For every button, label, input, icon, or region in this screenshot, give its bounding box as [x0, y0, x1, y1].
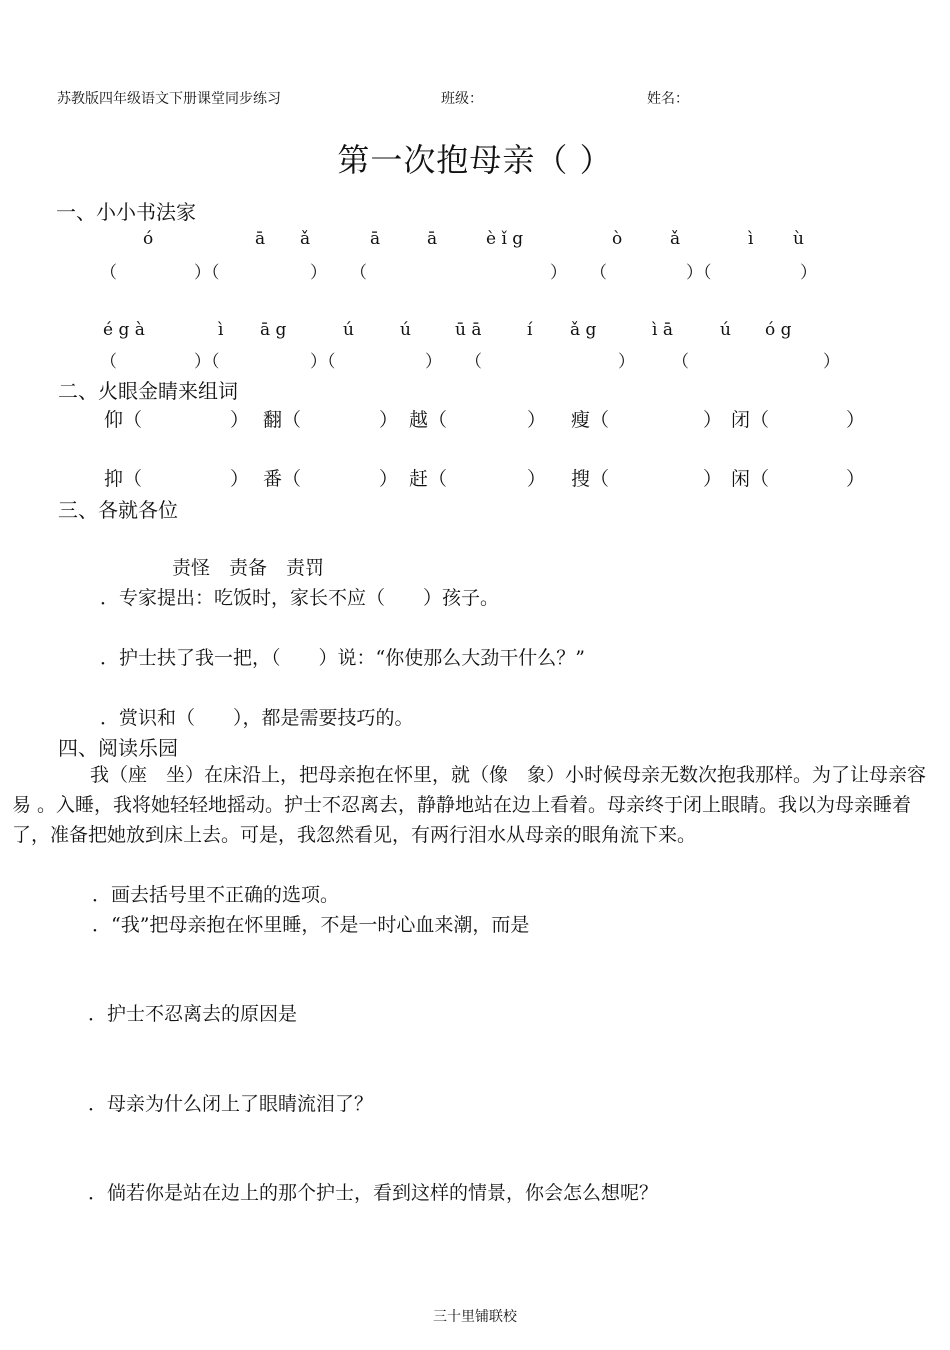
paren-blank: （	[100, 263, 117, 283]
pinyin-item: ú	[343, 320, 354, 340]
paren-close: ）	[846, 468, 866, 490]
header-course: 苏教版四年级语文下册课堂同步练习	[57, 91, 281, 107]
paren-close: ）	[527, 409, 547, 431]
paren-close: ）	[230, 409, 250, 431]
paren-blank: ）	[618, 352, 635, 372]
paren-close: ）	[230, 468, 250, 490]
fill-question-3: ．赏识和（ ），都是需要技巧的。	[100, 707, 414, 729]
reading-question-4: ．母亲为什么闭上了眼睛流泪了？	[88, 1093, 374, 1115]
reading-question-1: ．画去括号里不正确的选项。	[92, 884, 340, 906]
pinyin-item: ò	[612, 229, 623, 249]
word-prompt: 越（	[409, 409, 448, 431]
reading-question-2: ．“我”把母亲抱在怀里睡，不是一时心血来潮，而是	[92, 914, 530, 936]
pinyin-item: ó g	[765, 320, 792, 340]
word-prompt: 抑（	[104, 468, 143, 490]
section-1-heading: 一、小小书法家	[56, 200, 196, 224]
pinyin-item: í	[527, 320, 533, 340]
pinyin-item: è ǐ g	[486, 229, 524, 249]
paren-blank: （	[100, 352, 117, 372]
pinyin-item: ó	[143, 229, 154, 249]
page-title: 第一次抱母亲（ ）	[337, 141, 613, 179]
paren-blank: ）	[550, 263, 567, 283]
paren-close: ）	[703, 468, 723, 490]
pinyin-item: ā	[370, 229, 381, 249]
pinyin-item: ù	[793, 229, 804, 249]
pinyin-item: ǎ	[670, 229, 681, 249]
word-bank: 责怪 责备 责罚	[172, 557, 325, 579]
paren-blank: ）	[800, 263, 817, 283]
paren-blank: （	[465, 352, 482, 372]
footer-school: 三十里铺联校	[433, 1309, 517, 1325]
paren-blank: ）	[425, 352, 442, 372]
pinyin-item: ì	[218, 320, 224, 340]
paren-blank: ）	[823, 352, 840, 372]
paren-close: ）	[846, 409, 866, 431]
reading-question-3: ．护士不忍离去的原因是	[88, 1003, 298, 1025]
reading-question-5: ．倘若你是站在边上的那个护士，看到这样的情景，你会怎么想呢？	[88, 1182, 659, 1204]
paren-blank: （	[672, 352, 689, 372]
section-3-heading: 三、各就各位	[58, 498, 178, 522]
pinyin-item: ì ā	[652, 320, 673, 340]
word-prompt: 翻（	[263, 409, 302, 431]
paren-blank: ）（	[194, 352, 220, 372]
pinyin-item: ú	[400, 320, 411, 340]
fill-question-2: ．护士扶了我一把，（ ）说：“你使那么大劲干什么？”	[100, 647, 585, 669]
pinyin-item: ā	[255, 229, 266, 249]
pinyin-item: ǎ	[300, 229, 311, 249]
word-prompt: 闲（	[731, 468, 770, 490]
paren-blank: ）（	[310, 352, 336, 372]
word-prompt: 搜（	[571, 468, 610, 490]
paren-close: ）	[527, 468, 547, 490]
section-2-heading: 二、火眼金睛来组词	[58, 379, 238, 403]
word-prompt: 闭（	[731, 409, 770, 431]
paren-close: ）	[379, 409, 399, 431]
reading-passage: 我（座 坐）在床沿上，把母亲抱在怀里，就（像 象）小时候母亲无数次抱我那样。为了让母亲容易 。入睡，我将她轻轻地摇动。护士不忍离去，静静地站在边上看着。母亲终于闭上眼睛。我以为母亲睡着了，准备把她放到床上去。可是，我忽然看见，有两行泪水从母亲的眼角流下来。	[12, 764, 927, 846]
class-label: 班级：	[441, 91, 483, 107]
pinyin-item: ú	[720, 320, 731, 340]
pinyin-item: ū ā	[455, 320, 482, 340]
pinyin-item: ā	[427, 229, 438, 249]
section-4-heading: 四、阅读乐园	[58, 736, 178, 760]
word-prompt: 仰（	[104, 409, 143, 431]
word-prompt: 赶（	[409, 468, 448, 490]
paren-blank: （	[590, 263, 607, 283]
paren-blank: （	[350, 263, 367, 283]
paren-blank: ）	[310, 263, 327, 283]
word-prompt: 番（	[263, 468, 302, 490]
name-label: 姓名：	[647, 91, 689, 107]
fill-question-1: ．专家提出：吃饭时，家长不应（ ）孩子。	[100, 587, 500, 609]
pinyin-item: ì	[748, 229, 754, 249]
word-prompt: 瘦（	[571, 409, 610, 431]
pinyin-item: ā g	[260, 320, 287, 340]
paren-close: ）	[703, 409, 723, 431]
paren-close: ）	[379, 468, 399, 490]
pinyin-item: ǎ g	[570, 320, 597, 340]
paren-blank: ）（	[686, 263, 712, 283]
pinyin-item: é g à	[103, 320, 145, 340]
paren-blank: ）（	[194, 263, 220, 283]
